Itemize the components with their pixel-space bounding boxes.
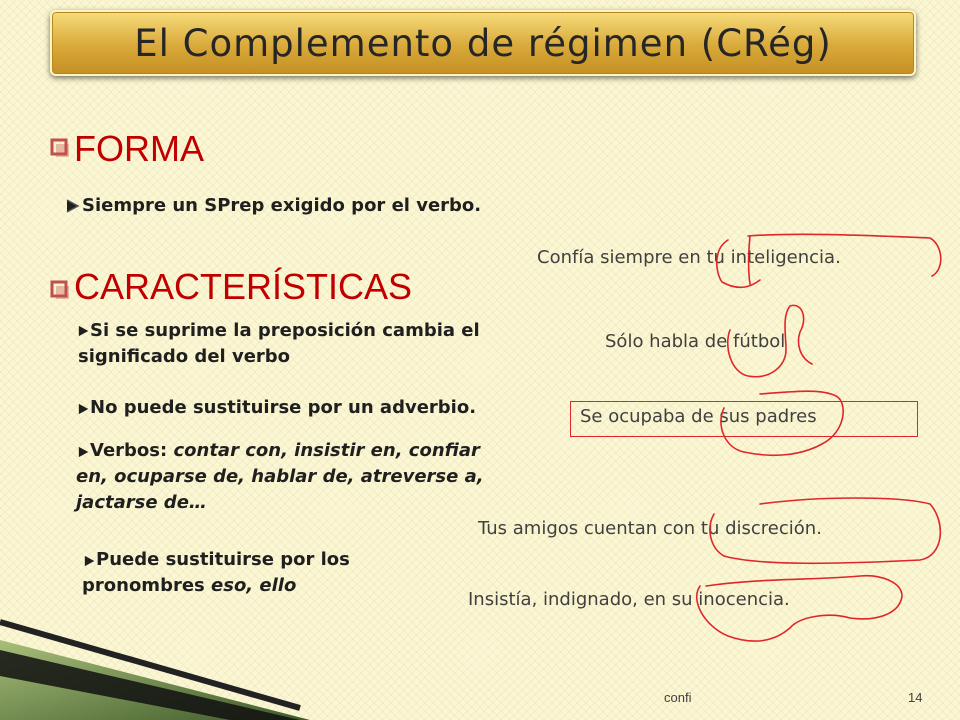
checkbox-bullet-icon [50,280,70,302]
slide-title-bar [50,10,916,76]
caracteristica-2: No puede sustituirse por un adverbio. [90,397,477,418]
checkbox-bullet-icon [50,138,70,160]
caracteristica-4 [82,547,402,599]
caracteristica-4-pronombres: eso, ello [211,575,297,596]
example-3: Se ocupaba de sus padres [580,406,817,427]
example-1: Confía siempre en tu inteligencia. [537,247,841,268]
caracteristica-3 [76,438,496,516]
example-3-highlight-box [570,401,918,437]
caracteristica-3-prefix: Verbos: [90,440,174,461]
caracteristica-4-prefix: Puede sustituirse por los pronombres [82,549,350,596]
slide-title: El Complemento de régimen (CRég) [134,21,832,65]
caracteristica-3-verbos: contar con, insistir en, confiar en, ocuparse de, hablar de, atreverse a, jactarse de… [76,440,484,513]
caracteristica-1: Si se suprime la preposición cambia el significado del verbo [78,320,480,367]
forma-item: Siempre un SPrep exigido por el verbo. [82,195,482,216]
page-number: 14 [908,690,923,705]
section-heading-caracteristicas: CARACTERÍSTICAS [74,266,413,307]
example-5: Insistía, indignado, en su inocencia. [468,589,790,610]
footer-label: confi [664,690,692,705]
arrow-bullet-icon [66,198,80,217]
arrow-bullet-icon [78,400,90,419]
decorative-wedge [0,600,320,720]
section-heading-forma: FORMA [74,128,204,169]
example-4: Tus amigos cuentan con tu discreción. [478,518,822,539]
example-2: Sólo habla de fútbol [605,331,786,352]
